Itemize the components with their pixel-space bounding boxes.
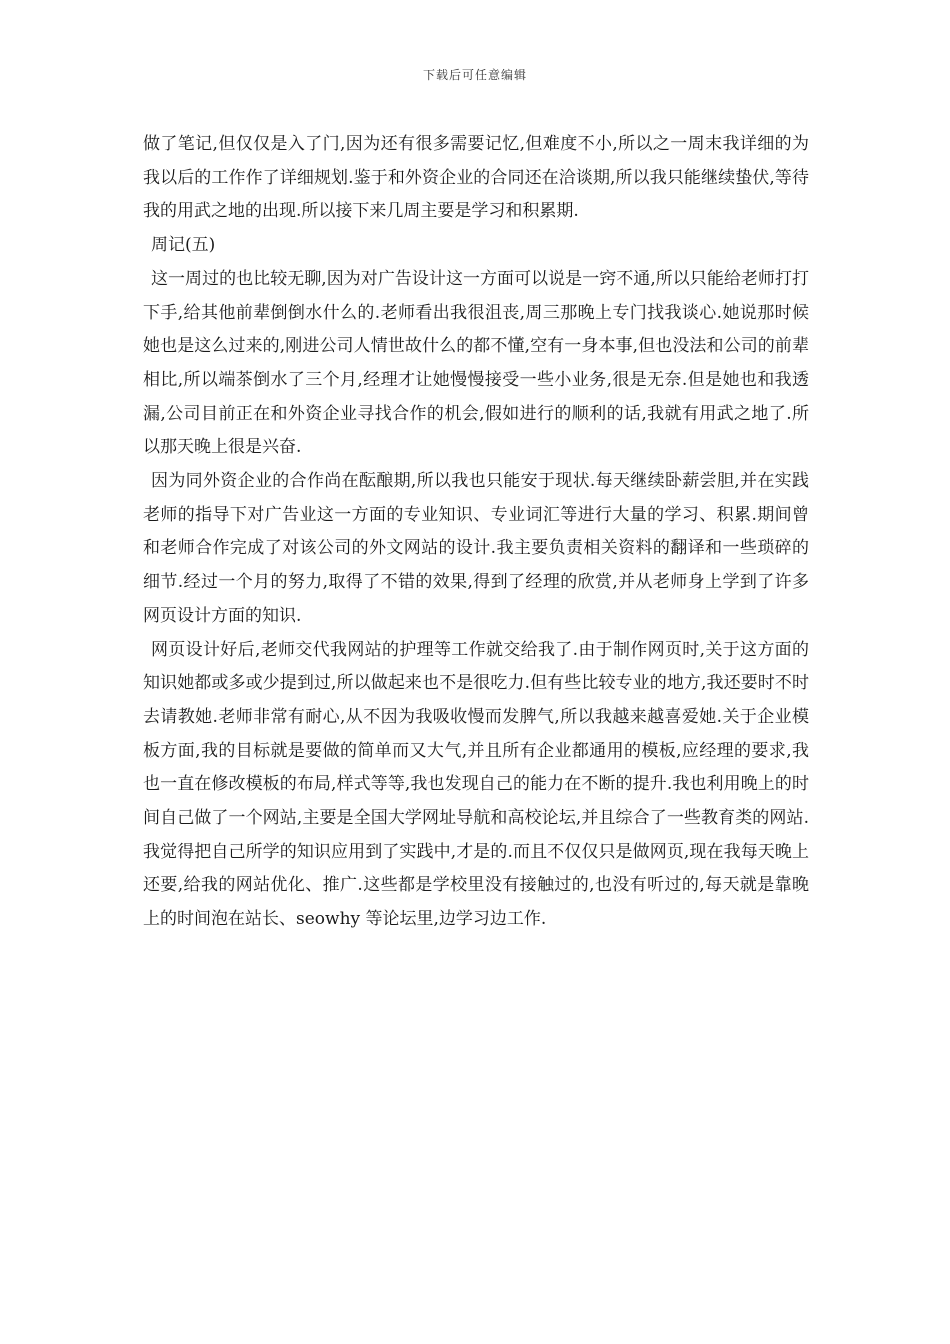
section-heading: 周记(五) [151, 235, 216, 256]
page-header: 下载后可任意编辑 [422, 68, 527, 82]
paragraph: 网页设计好后,老师交代我网站的护理等工作就交给我了.由于制作网页时,关于这方面的知识她都或多或少提到过,所以做起来也不是很吃力.但有些比较专业的地方,我还要时不时去请教她.老师非常有耐心,从不因为我吸收慢而发脾气,所以我越来越喜爱她.关于企业模板方面,我的目标就是要做的简单而又大气,并且所有企业都通用的模板,应经理的要求,我也一直在修改模板的布局,样式等等,我也发现自己的能力在不断的提升.我也利用晚上的时间自己做了一个网站,主要是全国大学网址导航和高校论坛,并且综合了一些教育类的网站.我觉得把自己所学的知识应用到了实践中,才是的.而且不仅仅只是做网页,现在我每天晚上还要,给我的网站优化、推广.这些都是学校里没有接触过的,也没有听过的,每天就是靠晚上的时间泡在站长、seowhy 等论坛里,边学习边工作. [143, 639, 809, 930]
paragraph: 因为同外资企业的合作尚在酝酿期,所以我也只能安于现状.每天继续卧薪尝胆,并在实践老师的指导下对广告业这一方面的专业知识、专业词汇等进行大量的学习、积累.期间曾和老师合作完成了对该公司的外文网站的设计.我主要负责相关资料的翻译和一些琐碎的细节.经过一个月的努力,取得了不错的效果,得到了经理的欣赏,并从老师身上学到了许多网页设计方面的知识. [143, 471, 809, 626]
paragraph: 这一周过的也比较无聊,因为对广告设计这一方面可以说是一窍不通,所以只能给老师打打下手,给其他前辈倒倒水什么的.老师看出我很沮丧,周三那晚上专门找我谈心.她说那时候她也是这么过来的,刚进公司人情世故什么的都不懂,空有一身本事,但也没法和公司的前辈相比,所以端茶倒水了三个月,经理才让她慢慢接受一些小业务,很是无奈.但是她也和我透漏,公司目前正在和外资企业寻找合作的机会,假如进行的顺利的话,我就有用武之地了.所以那天晚上很是兴奋. [143, 268, 809, 458]
document-body [143, 128, 809, 937]
paragraph-continuation: 做了笔记,但仅仅是入了门,因为还有很多需要记忆,但难度不小,所以之一周末我详细的为我以后的工作作了详细规划.鉴于和外资企业的合同还在洽谈期,所以我只能继续蛰伏,等待我的用武之地的出现.所以接下来几周主要是学习和积累期. [143, 134, 809, 222]
